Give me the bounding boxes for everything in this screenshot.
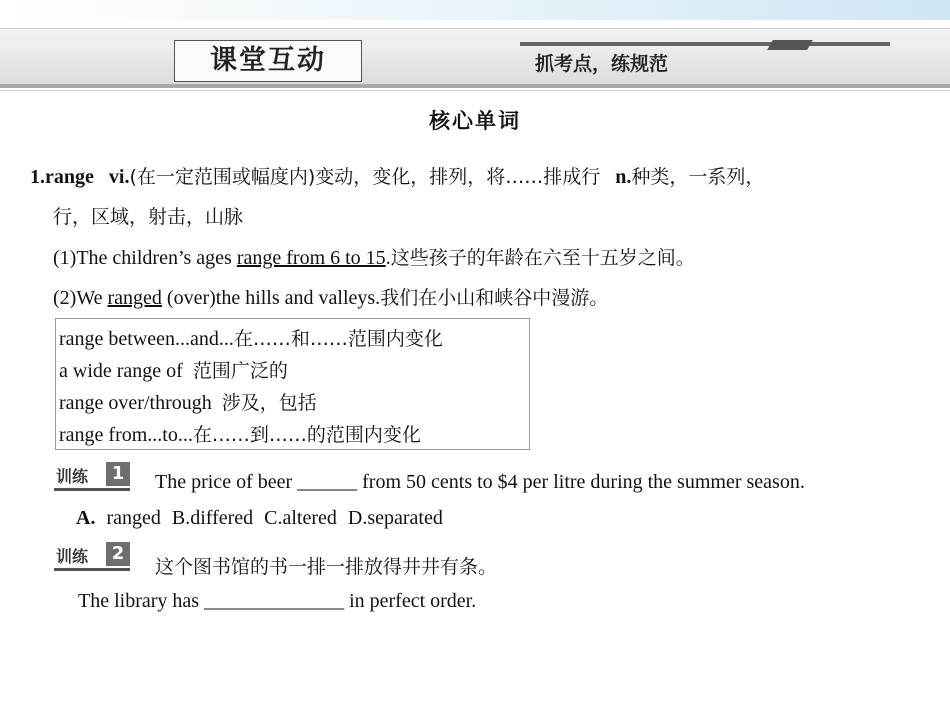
exercise-2-question: 这个图书馆的书一排一排放得井井有条。 xyxy=(155,556,498,578)
entry-headword: 1.range xyxy=(30,166,94,188)
example-1-post: . xyxy=(385,247,391,269)
header-title: 课堂互动 xyxy=(174,40,362,82)
exercise-2-sentence: The library has ______________ in perfect order. xyxy=(78,590,477,612)
exercise-1-option-list: ranged B.differed C.altered D.separated xyxy=(95,507,443,529)
example-sentence-1 xyxy=(53,243,695,270)
exercise-badge-underline xyxy=(54,488,130,491)
header-slogan: 抓考点，练规范 xyxy=(535,53,669,75)
example-2-post: (over)the hills and valleys. xyxy=(161,287,381,309)
exercise-badge-number: 1 xyxy=(106,462,130,486)
phrase-en: a wide range of xyxy=(59,360,188,382)
header-banner xyxy=(0,28,950,85)
phrase-row xyxy=(59,420,421,447)
entry-line xyxy=(30,162,764,189)
phrase-zh: 范围广泛的 xyxy=(192,360,288,382)
phrase-en: range between...and... xyxy=(59,328,234,350)
phrase-row xyxy=(59,324,443,351)
example-sentence-2 xyxy=(53,283,608,310)
exercise-badge-label: 训练 xyxy=(56,467,89,486)
example-2-pre: (2)We xyxy=(53,287,108,309)
phrase-row xyxy=(59,388,317,415)
exercise-1-answer: A. xyxy=(76,507,96,529)
exercise-2-badge xyxy=(54,542,130,572)
phrase-row xyxy=(59,356,288,383)
exercise-badge-number: 2 xyxy=(106,542,130,566)
entry-def-verb: (在一定范围或幅度内)变动，变化，排列，将……排成行 xyxy=(129,166,601,188)
phrase-box xyxy=(55,318,530,450)
exercise-1-question: The price of beer ______ from 50 cents to $4 per litre during the summer season. xyxy=(155,471,805,493)
header-divider-thin xyxy=(0,90,950,91)
example-1-underlined: range from 6 to 15 xyxy=(236,247,386,269)
entry-def-continued: 行，区域，射击，山脉 xyxy=(53,206,244,228)
entry-def-noun: 种类，一系列， xyxy=(631,166,765,188)
example-2-translation: 我们在小山和峡谷中漫游。 xyxy=(380,287,609,309)
phrase-zh: 涉及，包括 xyxy=(221,392,317,414)
phrase-en: range over/through xyxy=(59,392,217,414)
example-1-pre: (1)The children’s ages xyxy=(53,247,237,269)
phrase-zh: 在……和……范围内变化 xyxy=(233,328,443,350)
header-decoration-shape xyxy=(767,40,813,50)
phrase-en: range from...to... xyxy=(59,424,193,446)
section-title: 核心单词 xyxy=(429,109,521,133)
entry-pos-verb: vi. xyxy=(108,166,130,188)
exercise-1-options xyxy=(76,507,443,530)
phrase-zh: 在……到……的范围内变化 xyxy=(192,424,421,446)
example-1-translation: 这些孩子的年龄在六至十五岁之间。 xyxy=(390,247,695,269)
top-strip xyxy=(0,0,950,20)
entry-pos-noun: n. xyxy=(615,166,632,188)
header-divider xyxy=(0,84,950,88)
exercise-badge-label: 训练 xyxy=(56,547,89,566)
example-2-underlined: ranged xyxy=(107,287,162,309)
header-decoration-bar xyxy=(520,42,890,46)
exercise-badge-underline xyxy=(54,568,130,571)
exercise-1-badge xyxy=(54,462,130,492)
